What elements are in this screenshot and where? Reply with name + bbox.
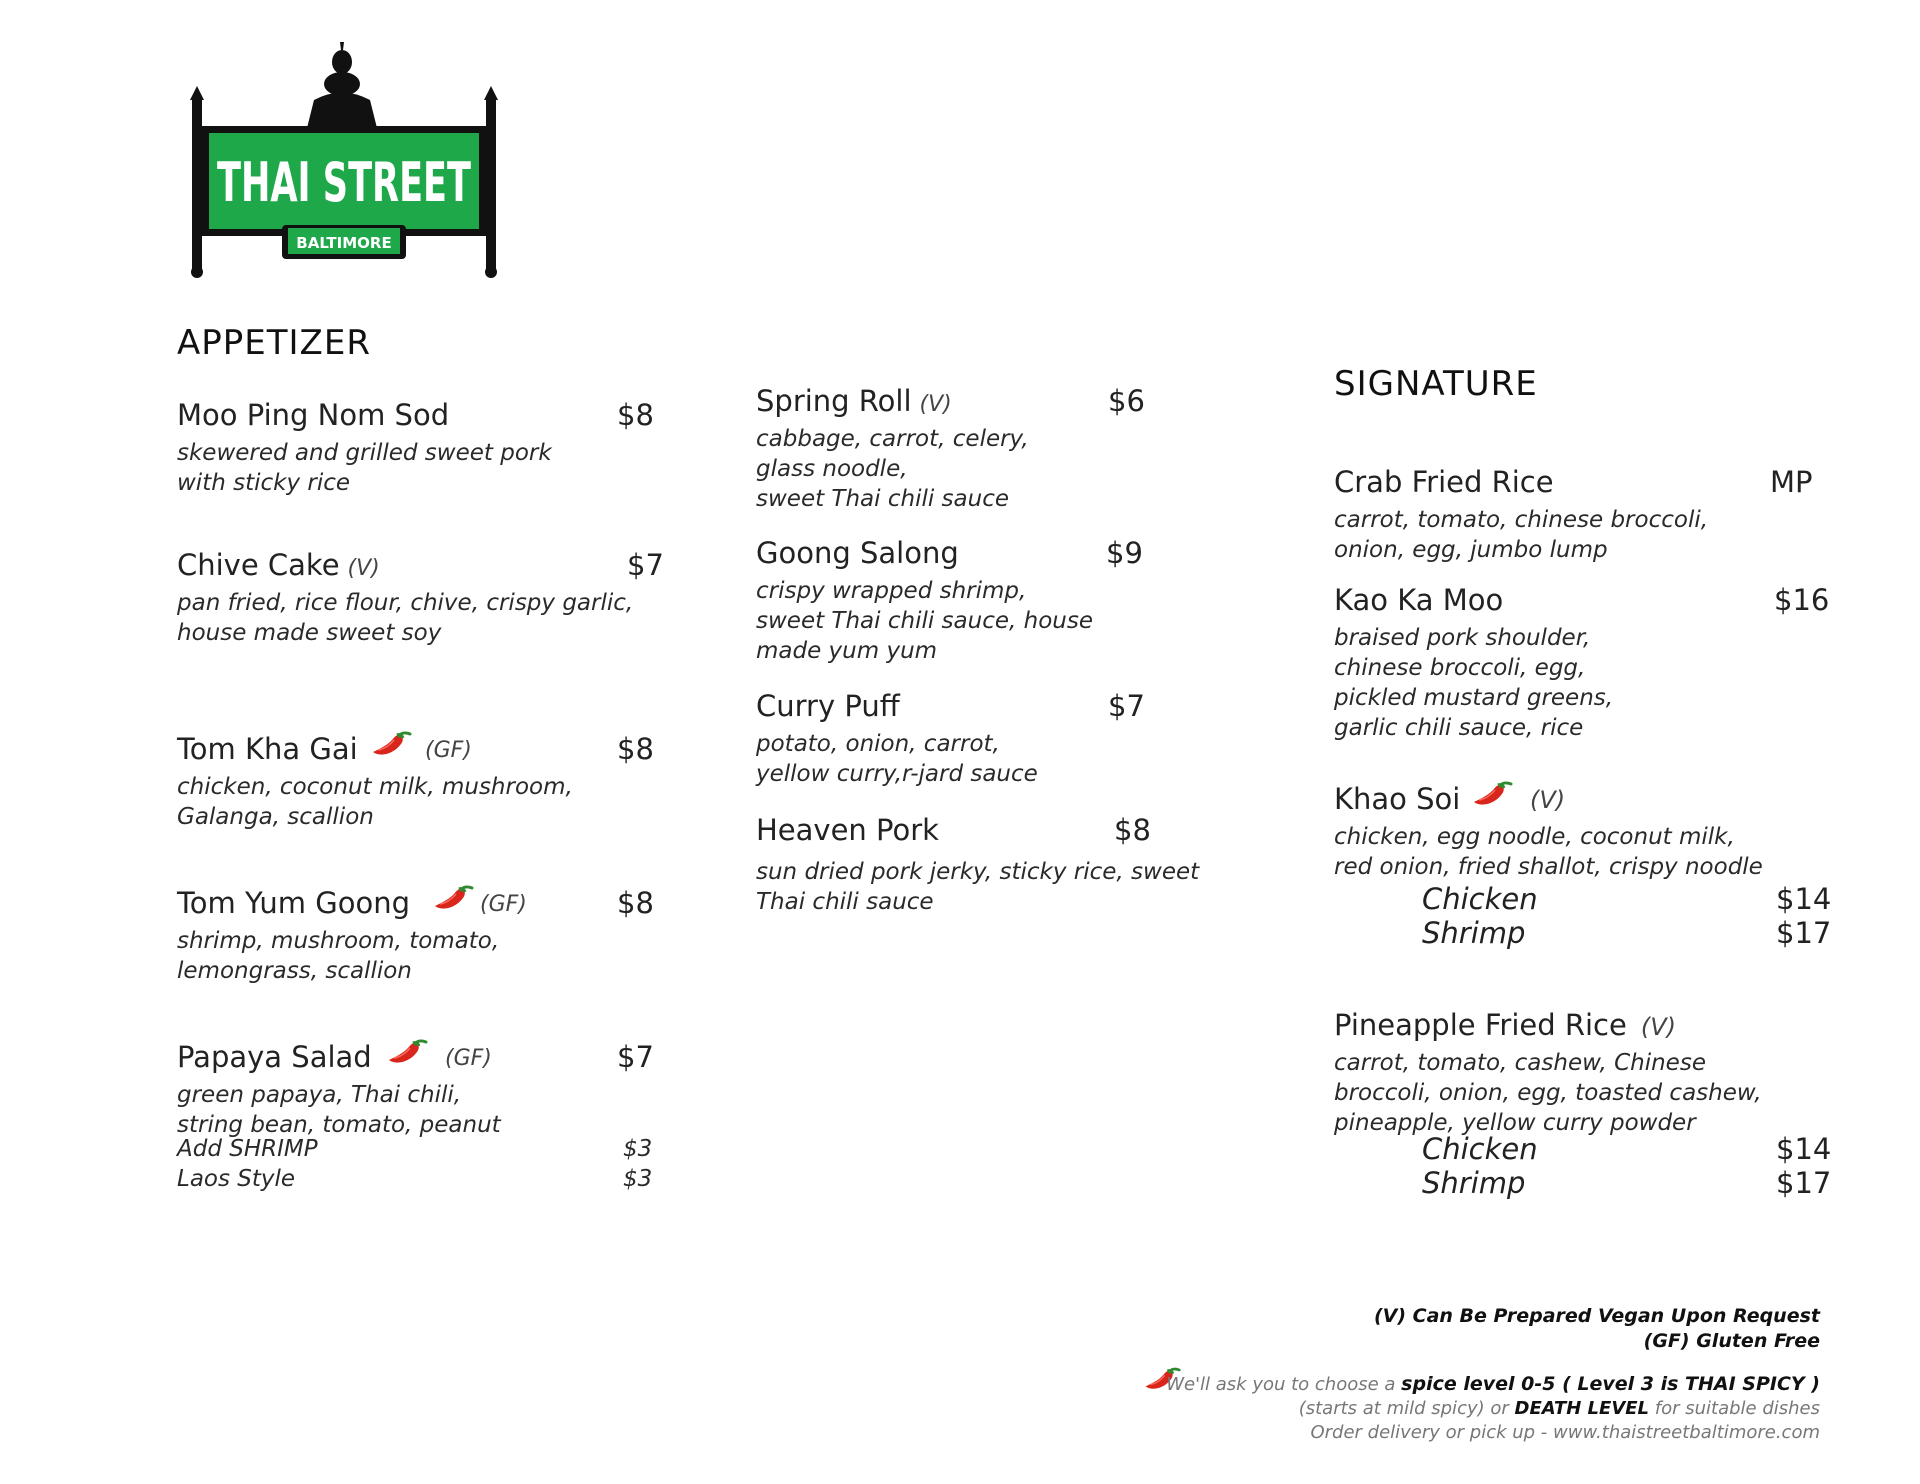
option-label: Shrimp xyxy=(1422,1166,1526,1200)
gluten-free-tag: (GF) xyxy=(425,738,472,763)
menu-item-kao-ka-moo xyxy=(1334,583,1830,743)
item-name: Spring Roll xyxy=(756,384,912,418)
item-name: Moo Ping Nom Sod xyxy=(177,398,450,432)
item-description: crispy wrapped shrimp, sweet Thai chili sauce, house made yum yum xyxy=(756,578,1093,664)
menu-item-moo-ping xyxy=(177,398,662,498)
item-description: potato, onion, carrot, yellow curry,r-jard sauce xyxy=(756,731,1038,787)
item-price: $7 xyxy=(1108,689,1145,723)
item-name: Papaya Salad xyxy=(177,1040,372,1074)
menu-item-curry-puff xyxy=(756,689,1216,789)
item-price: $8 xyxy=(617,398,654,432)
mild-note-text: (starts at mild spicy) or xyxy=(1298,1398,1515,1419)
item-price: $16 xyxy=(1774,583,1830,617)
item-price: $7 xyxy=(627,548,664,582)
item-name: Curry Puff xyxy=(756,689,900,723)
gluten-free-legend: (GF) Gluten Free xyxy=(1643,1330,1820,1352)
menu-item-chive-cake xyxy=(177,548,662,648)
addon-price: $3 xyxy=(623,1166,653,1192)
menu-item-tom-kha-gai xyxy=(177,732,662,832)
vegan-legend: (V) Can Be Prepared Vegan Upon Request xyxy=(1373,1305,1820,1327)
option-label: Shrimp xyxy=(1422,916,1526,950)
logo-city: BALTIMORE xyxy=(296,234,392,252)
item-description: cabbage, carrot, celery, glass noodle, sweet Thai chili sauce xyxy=(756,426,1029,512)
option-price: $17 xyxy=(1776,916,1832,950)
chili-icon xyxy=(385,1038,429,1068)
vegan-tag: (V) xyxy=(1640,1013,1677,1041)
chili-icon xyxy=(1470,780,1514,810)
appetizer-heading: APPETIZER xyxy=(177,323,371,363)
item-price: $6 xyxy=(1108,384,1145,418)
menu-item-spring-roll xyxy=(756,384,1216,514)
item-price: $9 xyxy=(1106,536,1143,570)
menu-item-heaven-pork xyxy=(756,813,1216,917)
item-description: sun dried pork jerky, sticky rice, sweet Thai chili sauce xyxy=(756,859,1200,915)
item-name: Goong Salong xyxy=(756,536,959,570)
menu-item-crab-fried-rice xyxy=(1334,465,1824,565)
addon-label: Add SHRIMP xyxy=(177,1136,318,1162)
item-name: Tom Yum Goong xyxy=(177,886,410,920)
legend xyxy=(1374,1304,1820,1354)
order-note: Order delivery or pick up - www.thaistreetbaltimore.com xyxy=(1310,1422,1820,1443)
menu-item-pineapple-fried-rice xyxy=(1334,1008,1832,1208)
menu-item-goong-salong xyxy=(756,536,1216,666)
item-price: $7 xyxy=(617,1040,654,1074)
logo-title: THAI STREET xyxy=(217,151,472,214)
vegan-tag: (V) xyxy=(1530,786,1566,814)
gluten-free-tag: (GF) xyxy=(480,892,527,917)
item-name: Heaven Pork xyxy=(756,813,939,847)
menu-item-khao-soi xyxy=(1334,782,1832,952)
item-description: chicken, egg noodle, coconut milk, red onion, fried shallot, crispy noodle xyxy=(1334,824,1763,880)
item-description: carrot, tomato, cashew, Chinese broccoli, onion, egg, toasted cashew, pineapple, yellow curry powder xyxy=(1334,1050,1762,1136)
item-name: Crab Fried Rice xyxy=(1334,465,1554,499)
item-description: chicken, coconut milk, mushroom, Galanga, scallion xyxy=(177,774,573,830)
item-price: MP xyxy=(1770,465,1813,499)
gluten-free-tag: (GF) xyxy=(445,1046,492,1071)
thai-street-logo xyxy=(182,40,506,280)
signature-heading: SIGNATURE xyxy=(1334,364,1538,404)
item-description: shrimp, mushroom, tomato, lemongrass, scallion xyxy=(177,928,500,984)
option-label: Chicken xyxy=(1422,882,1538,916)
item-price: $8 xyxy=(617,886,654,920)
item-description: pan fried, rice flour, chive, crispy garlic, house made sweet soy xyxy=(177,590,634,646)
addon-label: Laos Style xyxy=(177,1166,296,1192)
item-name: Chive Cake xyxy=(177,548,340,582)
spice-level-text: spice level 0-5 ( Level 3 is THAI SPICY ) xyxy=(1401,1373,1820,1395)
addon-price: $3 xyxy=(623,1136,653,1162)
item-name: Kao Ka Moo xyxy=(1334,583,1504,617)
chili-icon xyxy=(369,730,413,760)
item-name: Tom Kha Gai xyxy=(177,732,358,766)
item-name: Khao Soi xyxy=(1334,782,1461,816)
death-level-text: DEATH LEVEL xyxy=(1514,1398,1650,1419)
chili-icon xyxy=(431,884,475,914)
option-price: $14 xyxy=(1776,1132,1832,1166)
item-price: $8 xyxy=(1114,813,1151,847)
item-description: skewered and grilled sweet pork with sticky rice xyxy=(177,440,552,496)
spice-note-text: We'll ask you to choose a xyxy=(1166,1374,1402,1395)
vegan-tag: (V) xyxy=(347,556,380,581)
menu-item-tom-yum-goong xyxy=(177,886,662,986)
spice-note xyxy=(1166,1372,1820,1445)
item-description: carrot, tomato, chinese broccoli, onion, egg, jumbo lump xyxy=(1334,507,1709,563)
option-label: Chicken xyxy=(1422,1132,1538,1166)
option-price: $14 xyxy=(1776,882,1832,916)
item-description: green papaya, Thai chili, string bean, tomato, peanut xyxy=(177,1082,501,1138)
item-description: braised pork shoulder, chinese broccoli, egg, pickled mustard greens, garlic chili sauce, rice xyxy=(1334,625,1614,741)
item-price: $8 xyxy=(617,732,654,766)
menu-item-papaya-salad xyxy=(177,1040,662,1200)
mild-note-suffix: for suitable dishes xyxy=(1649,1398,1820,1419)
item-name: Pineapple Fried Rice xyxy=(1334,1008,1627,1042)
vegan-tag: (V) xyxy=(919,392,952,417)
option-price: $17 xyxy=(1776,1166,1832,1200)
